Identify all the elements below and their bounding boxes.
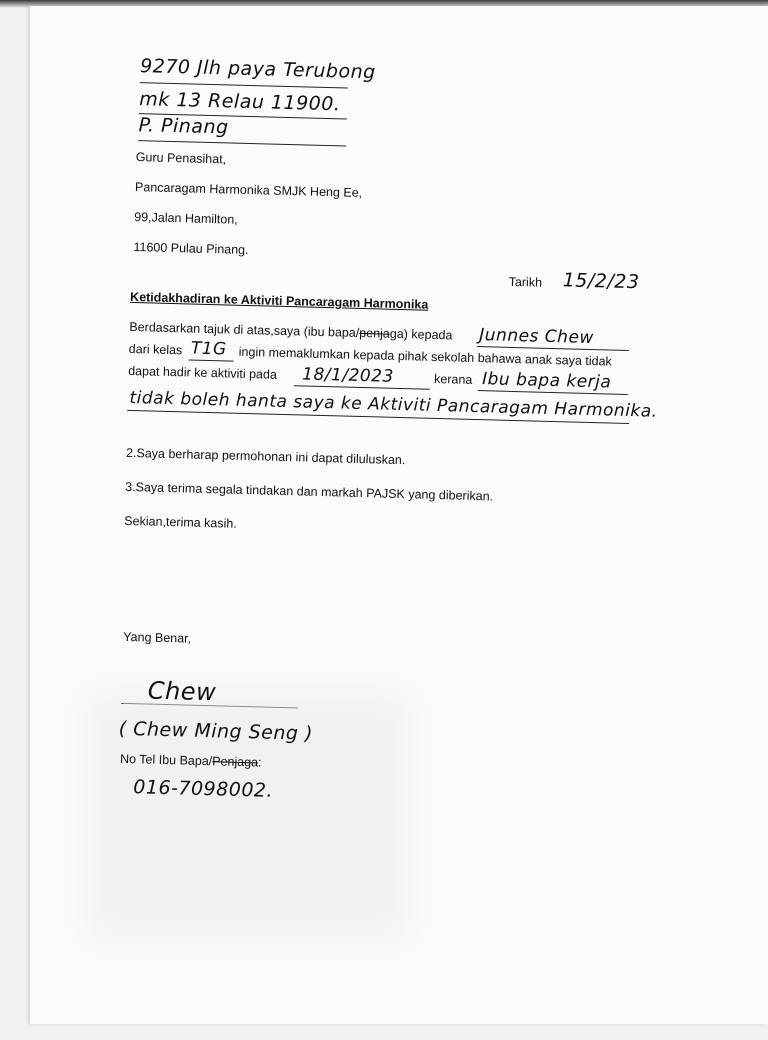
reason-text-1: Ibu bapa kerja: [481, 369, 612, 393]
class-value: T1G: [190, 338, 227, 360]
reason-label: kerana: [433, 371, 473, 387]
phone-value: 016-7098002.: [133, 776, 274, 802]
recipient-line-1: Guru Penasihat,: [135, 150, 227, 167]
phone-label-part2: :: [257, 755, 262, 770]
phone-label-part1: No Tel Ibu Bapa/: [119, 751, 213, 769]
sender-address-line-3: P. Pinang: [138, 114, 229, 139]
sender-address-line-1: 9270 Jlh paya Terubong: [139, 55, 376, 84]
date-value: 15/2/23: [562, 269, 640, 294]
sender-address-line-2: mk 13 Relau 11900.: [139, 88, 341, 116]
para3: 3.Saya terima segala tindakan dan markah PAJSK yang diberikan.: [124, 479, 494, 504]
date-label: Tarikh: [508, 274, 543, 290]
address-rule-3: [138, 140, 346, 146]
closing: Sekian,terima kasih.: [124, 513, 237, 531]
recipient-line-3: 99,Jalan Hamilton,: [134, 210, 238, 227]
recipient-line-2: Pancaragam Harmonika SMJK Heng Ee,: [134, 180, 363, 200]
para2: 2.Saya berharap permohonan ini dapat diluluskan.: [125, 445, 406, 468]
recipient-line-4: 11600 Pulau Pinang.: [133, 239, 249, 258]
activity-date-label: dapat hadir ke aktiviti pada: [128, 363, 278, 382]
para1-line-1: [129, 320, 452, 342]
para1-part1: Berdasarkan tajuk di atas,saya (ibu bapa/: [129, 319, 360, 340]
class-label: dari kelas: [128, 341, 183, 358]
signature: Chew: [147, 676, 217, 707]
phone-label: [120, 752, 262, 770]
reason-text-2: tidak boleh hanta saya ke Aktiviti Pancaragam Harmonika.: [129, 387, 658, 422]
class-rule: [189, 359, 234, 361]
sign-off: Yang Benar,: [123, 629, 192, 646]
activity-date: 18/1/2023: [301, 364, 395, 387]
phone-label-struck: Penjaga: [212, 754, 259, 770]
letter-title: Ketidakhadiran ke Aktiviti Pancaragam Harmonika: [129, 289, 429, 312]
student-name: Junnes Chew: [479, 325, 595, 349]
signer-name: ( Chew Ming Seng ): [118, 717, 314, 745]
address-rule-1: [140, 82, 348, 88]
para1-line-2-rest: ingin memaklumkan kepada pihak sekolah bahawa anak saya tidak: [238, 344, 612, 369]
para1-part2: ga) kepada: [389, 326, 453, 343]
para1-struck-text: penja: [359, 325, 391, 341]
